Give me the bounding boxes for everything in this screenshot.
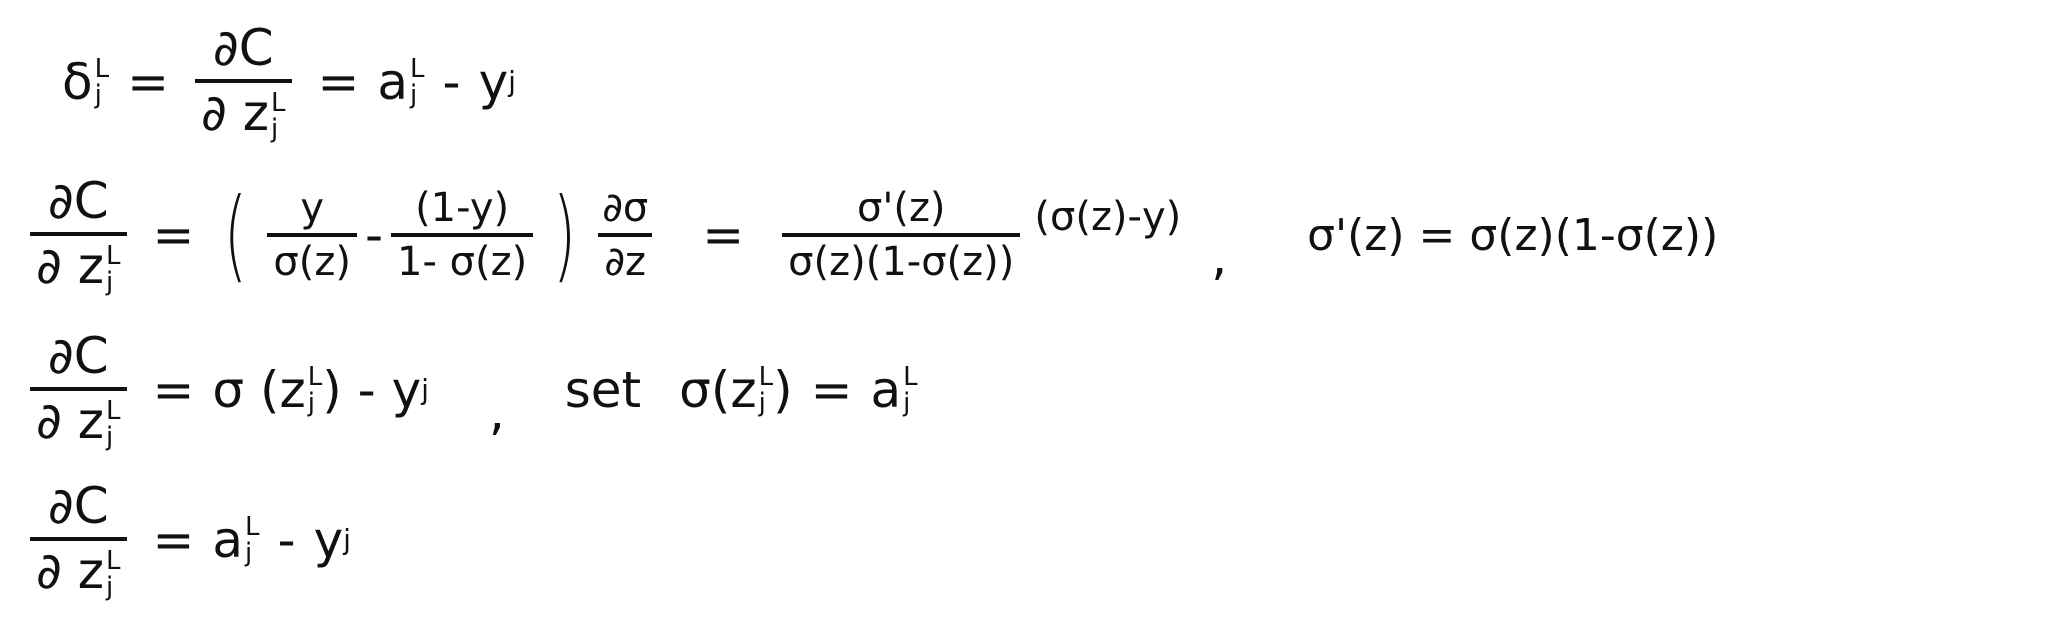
fraction-denominator: σ(z)(1-σ(z)) <box>782 233 1020 283</box>
den-sup: L <box>271 88 286 118</box>
fraction-one-minus-y <box>391 187 533 283</box>
activation-sub: j <box>245 538 253 568</box>
fraction-numerator: y <box>300 185 325 231</box>
set-z-sub: j <box>758 388 766 418</box>
den-sup: L <box>106 396 121 426</box>
minus-sign: - <box>277 511 296 569</box>
equals-sign: = <box>702 206 745 264</box>
activation-sup: L <box>903 362 918 392</box>
partial-fraction <box>30 477 127 602</box>
activation-indices <box>410 56 425 108</box>
fraction-numerator: σ'(z) <box>856 185 946 231</box>
fraction-denominator <box>30 537 127 601</box>
activation-sup: L <box>410 54 425 84</box>
delta-sub: j <box>94 80 102 110</box>
set-z-indices <box>759 364 774 416</box>
fraction-numerator: ∂C <box>212 19 274 77</box>
fraction-denominator: 1- σ(z) <box>391 233 533 283</box>
fraction-denominator <box>30 387 127 451</box>
activation-a: a <box>870 361 902 419</box>
fraction-denominator: σ(z) <box>267 233 357 283</box>
equals-sign: = <box>317 53 360 111</box>
equation-2 <box>22 172 1719 297</box>
den-sub: j <box>271 114 279 144</box>
target-y: y <box>313 511 344 569</box>
equals-sign: = <box>152 511 195 569</box>
equation-4: ∂C ∂ z L j = a L j - y j <box>22 480 351 600</box>
fraction-numerator: ∂σ <box>602 185 649 231</box>
den-sup: L <box>106 241 121 271</box>
equals-sign: = <box>152 361 195 419</box>
sigma-of-z: σ (z <box>212 361 306 419</box>
target-y: y <box>478 53 509 111</box>
den-sub: j <box>106 572 114 602</box>
fraction-dsigma-dz <box>596 187 654 283</box>
z-sup: L <box>307 362 323 392</box>
den-base: ∂ z <box>36 236 104 295</box>
set-sigma-z: σ(z <box>679 361 757 419</box>
sigma-minus-y-term: (σ(z)-y) <box>1034 194 1182 240</box>
den-sub: j <box>106 267 114 297</box>
partial-fraction <box>195 19 292 144</box>
sigmoid-derivative-identity: σ'(z) = σ(z)(1-σ(z)) <box>1307 209 1719 261</box>
den-sub: j <box>106 422 114 452</box>
equation-1: δ L j = ∂C ∂ z L j = a L j - y j <box>62 19 516 144</box>
activation-indices <box>903 364 918 416</box>
fraction-numerator: ∂C <box>47 172 109 230</box>
delta-sup: L <box>94 54 110 84</box>
den-indices <box>106 548 121 600</box>
set-z-sup: L <box>758 362 774 392</box>
activation-a: a <box>377 53 409 111</box>
fraction-numerator: ∂C <box>47 477 109 535</box>
comma: , <box>1211 228 1228 286</box>
activation-sub: j <box>410 80 418 110</box>
den-base: ∂ z <box>36 391 104 450</box>
den-base: ∂ z <box>201 83 269 142</box>
fraction-y-over-sigma <box>267 187 357 283</box>
close-paren: ) <box>773 361 793 419</box>
fraction-sigma-prime <box>782 187 1020 283</box>
equation-3: ∂C ∂ z L j = σ (z L j ) - y j , set σ(z L j ) = a L j <box>22 330 918 450</box>
delta-symbol: δ <box>62 53 93 111</box>
activation-sup: L <box>245 512 260 542</box>
fraction-denominator <box>195 79 292 143</box>
partial-fraction <box>30 172 127 297</box>
fraction-denominator <box>30 232 127 296</box>
minus-sign: - <box>442 53 461 111</box>
den-indices <box>106 243 121 295</box>
minus-y: ) - y <box>322 361 422 419</box>
comma: , <box>488 383 505 441</box>
left-paren: ( <box>224 176 248 293</box>
fraction-numerator: ∂C <box>47 327 109 385</box>
activation-sub: j <box>903 388 911 418</box>
den-indices <box>106 398 121 450</box>
set-word: set <box>564 361 642 419</box>
z-indices <box>308 364 323 416</box>
equals-sign: = <box>810 361 853 419</box>
fraction-denominator: ∂z <box>598 233 652 283</box>
activation-indices <box>245 514 260 566</box>
right-paren: ) <box>552 176 577 293</box>
equals-sign: = <box>127 53 169 111</box>
equals-sign: = <box>152 206 195 264</box>
den-base: ∂ z <box>36 541 104 600</box>
delta-indices <box>95 56 110 108</box>
activation-a: a <box>212 511 244 569</box>
z-sub: j <box>307 388 315 418</box>
minus-sign: - <box>364 206 384 264</box>
fraction-numerator: (1-y) <box>415 185 510 231</box>
partial-fraction <box>30 327 127 452</box>
den-sup: L <box>106 546 121 576</box>
den-indices <box>271 90 286 142</box>
